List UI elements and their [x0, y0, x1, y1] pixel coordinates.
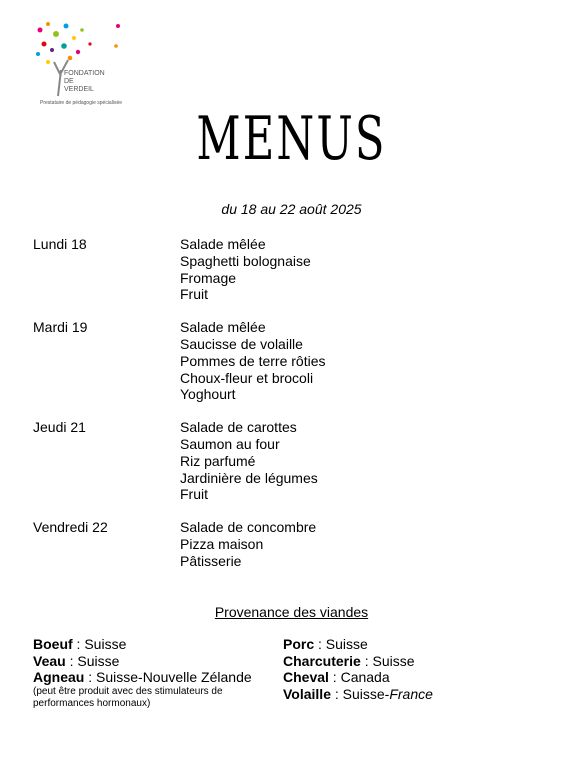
hormone-note: (peut être produit avec des stimulateurs de performances hormonaux) — [33, 685, 223, 709]
dish-item: Yoghourt — [180, 386, 236, 403]
dish-item: Fromage — [180, 269, 237, 286]
dish-item: Salade mêlée — [180, 319, 266, 336]
dish-item: Saucisse de volaille — [180, 335, 303, 352]
menu-day — [33, 419, 553, 503]
dish-item: Salade de concombre — [180, 519, 317, 536]
dish-item: Salade mêlée — [180, 236, 266, 252]
meat-row: Boeuf : Suisse — [33, 636, 127, 652]
meat-origin-right — [283, 636, 433, 702]
menu-day — [33, 236, 553, 303]
dish-list — [180, 236, 311, 303]
meat-row: Agneau : Suisse-Nouvelle Zélande — [33, 669, 252, 686]
dish-item: Choux-fleur et brocoli — [180, 369, 314, 386]
meat-row: Porc : Suisse — [283, 636, 368, 652]
provenance-title: Provenance des viandes — [214, 604, 369, 620]
page-title: MENUS — [196, 104, 387, 174]
meat-origin-left — [33, 636, 252, 710]
dish-item: Spaghetti bolognaise — [180, 252, 311, 269]
meat-row: Volaille : Suisse-France — [283, 685, 433, 702]
menu-list — [33, 236, 553, 586]
menu-day — [33, 519, 553, 569]
logo-tagline: Prestataire de pédagogie spécialisée — [40, 100, 122, 106]
dish-list — [180, 519, 316, 569]
meat-row: Veau : Suisse — [33, 652, 120, 669]
dish-item: Riz parfumé — [180, 452, 256, 469]
date-range: du 18 au 22 août 2025 — [221, 201, 362, 217]
day-name: Vendredi 22 — [33, 519, 108, 536]
dish-item: Fruit — [180, 286, 208, 303]
dish-item: Saumon au four — [180, 435, 280, 452]
meat-row: Cheval : Canada — [283, 669, 390, 686]
menu-day — [33, 319, 553, 403]
day-name: Jeudi 21 — [33, 419, 86, 436]
meat-row: Charcuterie : Suisse — [283, 652, 415, 669]
dish-item: Pâtisserie — [180, 552, 242, 569]
day-name: Mardi 19 — [33, 319, 88, 336]
dish-list — [180, 319, 326, 403]
dish-list — [180, 419, 318, 503]
dish-item: Pommes de terre rôties — [180, 352, 326, 369]
logo — [30, 18, 150, 113]
dish-item: Pizza maison — [180, 535, 264, 552]
logo-text: FONDATION DE VERDEIL — [64, 70, 105, 93]
dish-item: Jardinière de légumes — [180, 469, 318, 486]
dish-item: Fruit — [180, 486, 208, 503]
dish-item: Salade de carottes — [180, 419, 297, 436]
day-name: Lundi 18 — [33, 236, 87, 252]
